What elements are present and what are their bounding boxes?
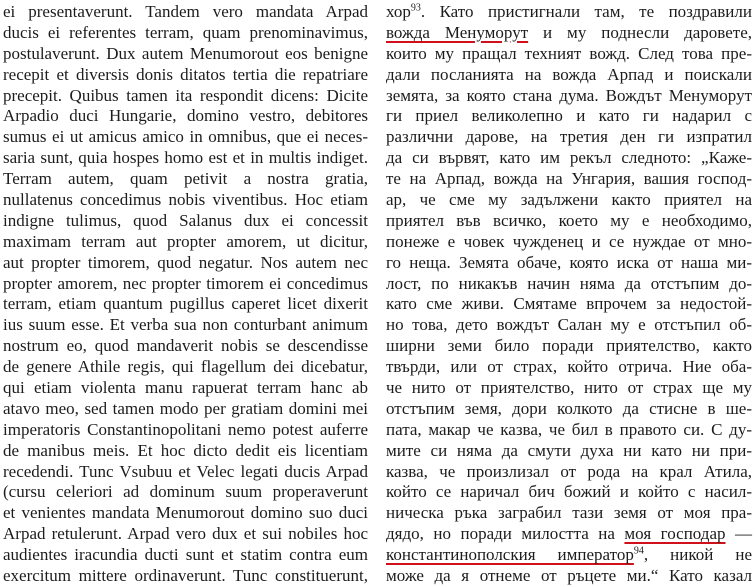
- latin-line: indigne tulimus, quod Salanus dux ei concessit: [3, 210, 368, 230]
- bulgarian-line: но това, дето вождът Салан му е отстъпил об-: [386, 315, 752, 335]
- bulgarian-line: различни дарове, на третия ден ги изпратил: [386, 127, 752, 147]
- line-text: —: [725, 524, 752, 544]
- latin-line: precepit. Quibus tamen ita respondit dicens: Dicite: [3, 85, 368, 105]
- latin-line: recedendi. Tunc Vsubuu et Velec legati ducis Arpad: [3, 461, 368, 481]
- highlighted-vozhda-menumorut: вожда Менуморут: [386, 22, 529, 42]
- latin-line: de manibus meis. Et hoc dicto dedit eis licentiam: [3, 440, 368, 460]
- bulgarian-line: пата, макар че казва, че бил в правото си. С ду-: [386, 419, 752, 439]
- latin-line: de genere Athile regis, qui flagellum dei dicebatur,: [3, 357, 368, 377]
- line-text: хор: [386, 2, 411, 21]
- latin-line: Arpadio duci Hungarie, domino vestro, debitores: [3, 106, 368, 126]
- latin-line: terram, etiam quantum pugillus caperet licet dixerit: [3, 294, 368, 314]
- latin-line: propter amorem, nec propter timorem ei concedimus: [3, 273, 368, 293]
- latin-line: Arpad retulerunt. Arpad vero dux et sui nobiles hoc: [3, 524, 368, 544]
- latin-line: recepit et diversis donis ditatos tertia die repatriare: [3, 64, 368, 84]
- line-text: и му поднесли даровете,: [528, 22, 752, 42]
- bulgarian-line: мите си няма да смути духа ни като ни при-: [386, 440, 752, 460]
- latin-line: et venientes mandata Menumorout domino suo duci: [3, 503, 368, 523]
- bulgarian-line: че нито от приятелство, нито от страх ще му: [386, 378, 752, 398]
- bulgarian-line: ническа ръка заграбил тази земя от моя пра-: [386, 503, 752, 523]
- bulgarian-line: твърди, или от страх, който отрича. Ние оба-: [386, 357, 752, 377]
- bulgarian-line: ширни земи било поради приятелство, както: [386, 336, 752, 356]
- bulgarian-line: земята, за която стана дума. Вождът Менуморут: [386, 85, 752, 105]
- latin-line: aut propter timorem, quod negatur. Nos autem nec: [3, 252, 368, 272]
- bulgarian-line-1: [386, 2, 752, 23]
- line-text: , никой не: [643, 545, 752, 565]
- latin-line: Terram autem, quam petivit a nostra gratia,: [3, 169, 368, 189]
- latin-line: atavo meo, sed tamen modo per gratiam domini mei: [3, 398, 368, 418]
- latin-line: maximam terram aut propter amorem, ut dicitur,: [3, 231, 368, 251]
- latin-line: qui etiam violenta manu rapuerat terram hanc ab: [3, 378, 368, 398]
- bulgarian-line: който се наричал бич божий и който с насил-: [386, 482, 752, 502]
- footnote-marker-94: 94: [633, 545, 644, 557]
- bulgarian-line: да си вървят, като им рекъл следното: „Каже-: [386, 148, 752, 168]
- latin-line: exercitum mittere ordinaverunt. Tunc constituerunt,: [3, 566, 368, 586]
- latin-line: postulaverunt. Dux autem Menumorout eos benigne: [3, 43, 368, 63]
- bulgarian-line-emperor: [386, 545, 752, 566]
- bulgarian-line: казва, че произлизал от рода на крал Атила,: [386, 461, 752, 481]
- bulgarian-line: ги приел великолепно и като ги надарил с: [386, 106, 752, 126]
- bulgarian-translation-column: [386, 2, 752, 587]
- bulgarian-line: лост, по никакъв начин няма да отстъпим до-: [386, 273, 752, 293]
- bulgarian-line: отстъпим земя, дори колкото да стисне в ше-: [386, 398, 752, 418]
- line-text: . Като пристигнали там, те поздравили: [420, 2, 752, 21]
- latin-line: ducis ei referentes terram, quam prenominavimus,: [3, 22, 368, 42]
- latin-line: saria sunt, quia hospes homo est et in multis indiget.: [3, 148, 368, 168]
- bulgarian-line-2: [386, 23, 752, 44]
- bulgarian-line: те на Арпад, вожда на Унгария, вашия господ-: [386, 169, 752, 189]
- bulgarian-line-gospodar: [386, 524, 752, 545]
- bulgarian-line-last: [386, 566, 752, 587]
- latin-text-column: [3, 2, 368, 587]
- latin-line: nullatenus concedimus nobis viventibus. Hoc etiam: [3, 190, 368, 210]
- latin-line: sumus ei ut amicus amico in omnibus, que ei neces-: [3, 127, 368, 147]
- bulgarian-line: понеже е човек чужденец и се нуждае от мно-: [386, 231, 752, 251]
- bulgarian-line: като сме живи. Смятаме впрочем за недостой-: [386, 294, 752, 314]
- latin-line: audientes iracundia ducti sunt et statim contra eum: [3, 545, 368, 565]
- line-text: може да я отнеме от ръцете ми.“ Като казал: [386, 566, 752, 586]
- bulgarian-line: го неща. Земята обаче, която иска от наша ми-: [386, 252, 752, 272]
- highlighted-moya-gospodar: моя господар: [624, 524, 726, 544]
- bulgarian-line: дали посланията на вожда Арпад и поискали: [386, 64, 752, 84]
- bulgarian-line: които му пращал техният вожд. След това пре-: [386, 43, 752, 63]
- bulgarian-line: приятел във всичко, което му е необходимо,: [386, 210, 752, 230]
- line-text: дядо, но поради милостта на: [386, 524, 615, 544]
- latin-line: imperatoris Constantinopolitani nemo potest auferre: [3, 419, 368, 439]
- latin-line: nostrum eo, quod mandaverit nobis se descendisse: [3, 336, 368, 356]
- footnote-marker-93: 93: [410, 2, 421, 14]
- latin-line: ei presentaverunt. Tandem vero mandata Arpad: [3, 2, 368, 21]
- latin-line: ius suum esse. Et verba sua non conturbant animum: [3, 315, 368, 335]
- latin-line: (cursu celeriori ad dominum suum properaverunt: [3, 482, 368, 502]
- bulgarian-body-lines: [386, 44, 752, 524]
- highlighted-konstantinopolskiya-imperator: константинополския император: [386, 545, 634, 565]
- bulgarian-line: ар, че сме му задължени както приятел на: [386, 190, 752, 210]
